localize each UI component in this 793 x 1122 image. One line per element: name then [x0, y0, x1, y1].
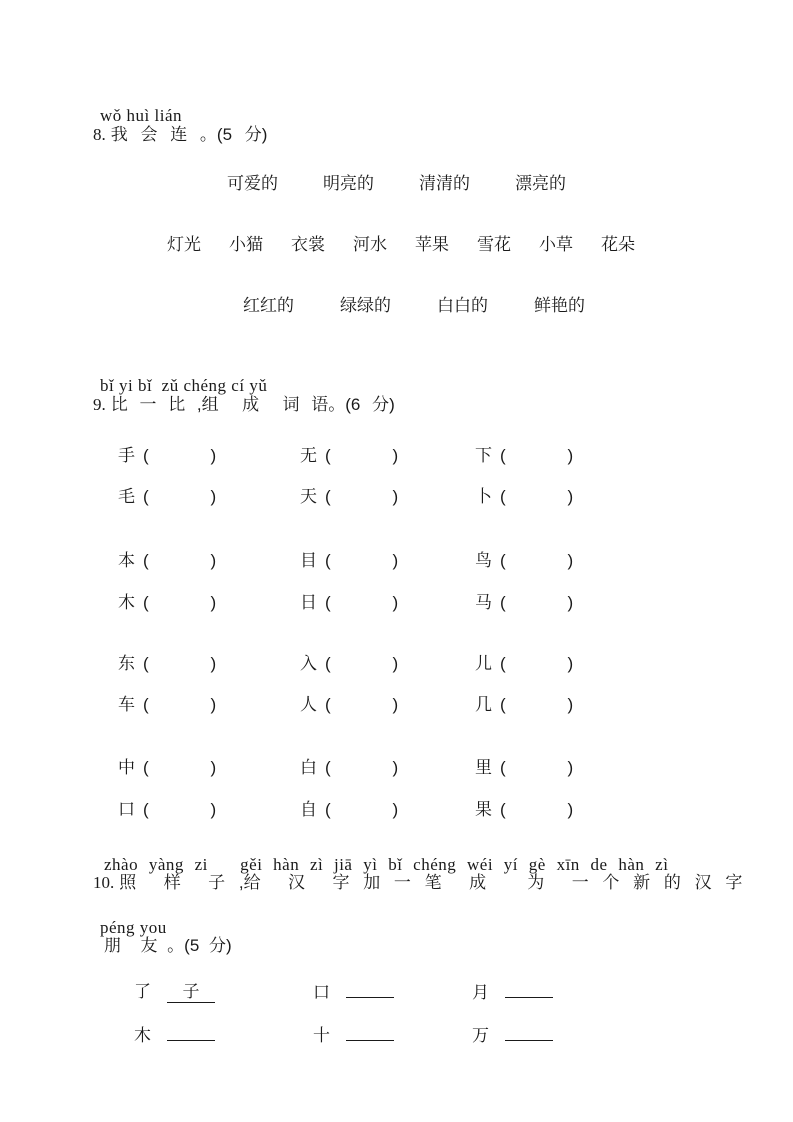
q9-char: 马: [475, 593, 492, 612]
q9-char: 日: [300, 593, 317, 612]
q9-cell: [300, 441, 475, 466]
q9-cell: [300, 753, 475, 778]
q10-title: 照 样 子 ,给 汉 字 加 一 笔 成 为 一 个 新 的 汉 字: [119, 873, 743, 892]
q9-char: 卜: [475, 487, 492, 506]
q9-cell: [475, 588, 573, 613]
q9-answer-blank: ( ): [500, 446, 574, 465]
q10-answer-line: [167, 1020, 215, 1041]
q9-char: 自: [300, 800, 317, 819]
q10-answer-line: 子: [167, 977, 215, 1003]
q9-answer-blank: ( ): [325, 593, 399, 612]
q9-answer-blank: ( ): [325, 446, 399, 465]
q9-answer-blank: ( ): [143, 758, 217, 777]
match-word: 白白的: [437, 296, 488, 315]
match-word: 小草: [539, 235, 573, 254]
q9-answer-blank: ( ): [500, 654, 574, 673]
match-word: 漂亮的: [515, 174, 566, 193]
q10-number: 10.: [93, 873, 115, 892]
match-word: 灯光: [167, 235, 201, 254]
q10-item: [472, 977, 553, 1003]
match-word: 红红的: [243, 296, 294, 315]
q9-answer-blank: ( ): [143, 487, 217, 506]
q9-cell: [118, 649, 300, 674]
q9-cell: [475, 649, 573, 674]
q9-cell: [300, 690, 475, 715]
q9-answer-blank: ( ): [325, 800, 399, 819]
q9-char: 本: [118, 551, 135, 570]
q9-answer-blank: ( ): [500, 695, 574, 714]
q9-cell: [118, 546, 300, 571]
q9-cell: [475, 753, 573, 778]
q9-char: 车: [118, 695, 135, 714]
q8-pinyin: wǒ huì lián: [100, 106, 182, 125]
q9-cell: [300, 482, 475, 507]
q10-answer-line: [346, 1020, 394, 1041]
match-word: 明亮的: [323, 174, 374, 193]
q9-cell: [475, 546, 573, 571]
q9-cell: [475, 795, 573, 820]
q10-char: 十: [313, 1026, 330, 1045]
q8-adjectives-bottom-row: [243, 291, 585, 316]
q9-char: 人: [300, 695, 317, 714]
q9-cell: [475, 441, 573, 466]
q10-title-line2: 朋 友 。(5 分): [104, 936, 232, 955]
q9-cell: [300, 795, 475, 820]
q9-cell: [475, 482, 573, 507]
q9-cell: [475, 690, 573, 715]
q8-title: 我 会 连 。(5 分): [110, 125, 268, 144]
match-word: 清清的: [419, 174, 470, 193]
match-word: 河水: [353, 235, 387, 254]
q9-cell: [118, 588, 300, 613]
q9-answer-blank: ( ): [143, 695, 217, 714]
q9-cell: [300, 649, 475, 674]
q9-answer-blank: ( ): [143, 654, 217, 673]
match-word: 花朵: [601, 235, 635, 254]
q8-nouns-row: [167, 230, 635, 255]
q10-item: [134, 1020, 313, 1046]
q9-char: 无: [300, 446, 317, 465]
q10-char: 了: [134, 982, 151, 1001]
q9-answer-blank: ( ): [143, 800, 217, 819]
q9-row: [118, 753, 573, 778]
q9-answer-blank: ( ): [143, 446, 217, 465]
q10-item: [472, 1020, 553, 1046]
q9-answer-blank: ( ): [143, 551, 217, 570]
q9-row: [118, 588, 573, 613]
q9-answer-blank: ( ): [325, 695, 399, 714]
q9-row: [118, 546, 573, 571]
q9-char: 下: [475, 446, 492, 465]
q9-cell: [118, 690, 300, 715]
q10-pinyin-line2: péng you: [100, 918, 167, 937]
q9-char: 东: [118, 654, 135, 673]
match-word: 可爱的: [227, 174, 278, 193]
q10-char: 月: [472, 983, 489, 1002]
q9-cell: [300, 546, 475, 571]
q10-items-row1: [134, 977, 553, 1003]
q9-char: 白: [300, 758, 317, 777]
q9-title-line: [93, 395, 395, 415]
q10-answer-line: [505, 1020, 553, 1041]
q9-char: 里: [475, 758, 492, 777]
q9-char: 几: [475, 695, 492, 714]
q10-item: [313, 1020, 472, 1046]
q10-pinyin-line1: zhào yàng zi gěi hàn zì jiā yì bǐ chéng wéi yí gè xīn de hàn zì: [104, 855, 669, 874]
q9-answer-blank: ( ): [500, 487, 574, 506]
q9-char: 鸟: [475, 551, 492, 570]
q9-row: [118, 482, 573, 507]
q10-item: [134, 977, 313, 1003]
match-word: 鲜艳的: [534, 296, 585, 315]
q9-cell: [118, 753, 300, 778]
match-word: 雪花: [477, 235, 511, 254]
q9-answer-blank: ( ): [500, 593, 574, 612]
q9-char: 手: [118, 446, 135, 465]
q9-char: 入: [300, 654, 317, 673]
q9-row: [118, 795, 573, 820]
q9-char: 目: [300, 551, 317, 570]
q10-char: 口: [313, 983, 330, 1002]
q9-cell: [118, 795, 300, 820]
q10-answer-line: [505, 977, 553, 998]
q9-char: 果: [475, 800, 492, 819]
q9-cell: [300, 588, 475, 613]
q10-item: [313, 977, 472, 1003]
q9-answer-blank: ( ): [500, 551, 574, 570]
q9-char: 毛: [118, 487, 135, 506]
q9-char: 口: [118, 800, 135, 819]
q10-char: 万: [472, 1026, 489, 1045]
q9-answer-blank: ( ): [143, 593, 217, 612]
q9-char: 儿: [475, 654, 492, 673]
match-word: 绿绿的: [340, 296, 391, 315]
q9-cell: [118, 441, 300, 466]
q8-adjectives-top-row: [227, 169, 566, 194]
q9-answer-blank: ( ): [325, 551, 399, 570]
match-word: 衣裳: [291, 235, 325, 254]
q9-cell: [118, 482, 300, 507]
q10-title-line1: [93, 873, 742, 893]
q10-char: 木: [134, 1026, 151, 1045]
q9-answer-blank: ( ): [500, 800, 574, 819]
match-word: 苹果: [415, 235, 449, 254]
q9-answer-blank: ( ): [325, 758, 399, 777]
q9-char: 中: [118, 758, 135, 777]
q9-char: 天: [300, 487, 317, 506]
q9-char: 木: [118, 593, 135, 612]
q8-title-line: [93, 125, 267, 145]
q9-number: 9.: [93, 395, 106, 414]
match-word: 小猫: [229, 235, 263, 254]
q9-answer-blank: ( ): [325, 487, 399, 506]
q9-answer-blank: ( ): [500, 758, 574, 777]
q9-row: [118, 690, 573, 715]
q10-answer-line: [346, 977, 394, 998]
q9-row: [118, 441, 573, 466]
q9-answer-blank: ( ): [325, 654, 399, 673]
q9-pinyin: bǐ yi bǐ zǔ chéng cí yǔ: [100, 376, 268, 395]
q9-title: 比 一 比 ,组 成 词 语。(6 分): [110, 395, 395, 414]
q10-items-row2: [134, 1020, 553, 1046]
q8-number: 8.: [93, 125, 106, 144]
q9-row: [118, 649, 573, 674]
